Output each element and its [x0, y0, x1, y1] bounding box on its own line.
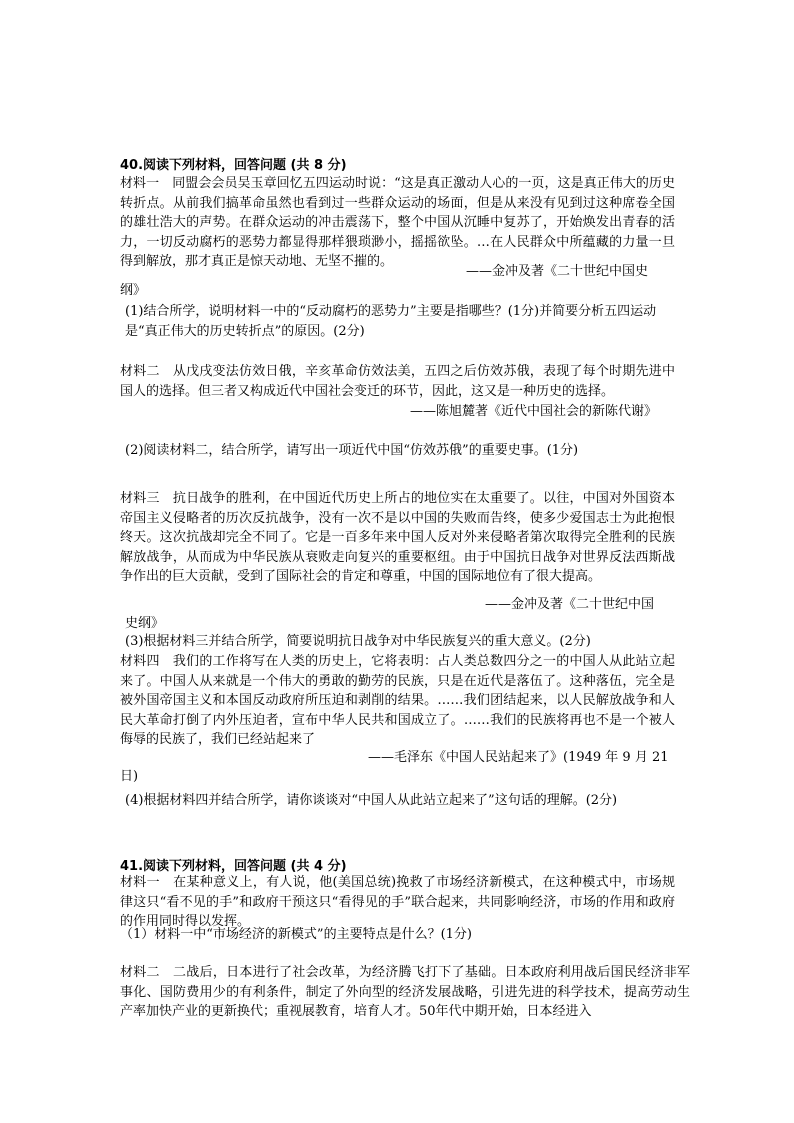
q40-material-2: 材料二 从戊戌变法仿效日俄，辛亥革命仿效法美，五四之后仿效苏俄，表现了每个时期先进中国人的选择。但三者又构成近代中国社会变迁的环节，因此，这又是一种历史的选择。: [120, 364, 675, 399]
q41-material-2: 材料二 二战后，日本进行了社会改革，为经济腾飞打下了基础。日本政府利用战后国民经济非军事化、国防费用少的有利条件，制定了外向型的经济发展战略，引进先进的科学技术，提高劳动生产率加快产业的更新换代；重视展教育，培育人才。50年代中期开始，日本经进入: [120, 965, 690, 1019]
q40-material-2-source: ——陈旭麓著《近代中国社会的新陈代谢》: [410, 404, 658, 419]
q40-material-1: 材料一 同盟会会员吴玉章回忆五四运动时说：“这是真正激动人心的一页，这是真正伟大的历史转折点。从前我们搞革命虽然也看到过一些群众运动的场面，但是从来没有见到过这种席卷全国的雄壮浩大的声势。在群众运动的冲击震荡下，整个中国从沉睡中复苏了，开始焕发出青春的活力，一切反动腐朽的恶势力都显得那样猥琐渺小，摇摇欲坠。…在人民群众中所蕴藏的力量一旦得到解放，那才真正是惊天动地、无坚不摧的。: [120, 176, 675, 269]
q40-material-4: 材料四 我们的工作将写在人类的历史上，它将表明：占人类总数四分之一的中国人从此站立起来了。中国人从来就是一个伟大的勇敢的勤劳的民族，只是在近代是落伍了。这种落伍，完全是被外国帝国主义和本国反动政府所压迫和剥削的结果。……我们团结起来，以人民解放战争和人民大革命打倒了内外压迫者，宣布中华人民共和国成立了。……我们的民族将再也不是一个被人侮辱的民族了，我们已经站起来了: [120, 654, 675, 747]
q40-sub-question-4: (4)根据材料四并结合所学，请你谈谈对“中国人从此站立起来了”这句话的理解。(2分): [125, 793, 618, 808]
q41-sub-question-1: （1）材料一中“市场经济的新模式”的主要特点是什么？(1分): [120, 927, 472, 942]
q40-sub-question-1: (1)结合所学，说明材料一中的“反动腐朽的恶势力”主要是指哪些？(1分)并简要分析五四运动是“真正伟大的历史转折点”的原因。(2分): [125, 304, 657, 339]
q41-material-1: 材料一 在某种意义上，有人说，他(美国总统)挽救了市场经济新模式，在这种模式中，市场规律这只“看不见的手”和政府干预这只“看得见的手”联合起来，共同影响经济，市场的作用和政府的作用同时得以发挥。: [120, 875, 675, 929]
q40-material-3-source-cont: 史纲》: [125, 616, 165, 631]
q40-sub-question-3: (3)根据材料三并结合所学，简要说明抗日战争对中华民族复兴的重大意义。(2分): [125, 634, 591, 649]
question-40-title: 40.阅读下列材料，回答问题 (共 8 分): [120, 158, 347, 173]
q40-material-4-source: ——毛泽东《中国人民站起来了》(1949 年 9 月 21: [368, 750, 669, 765]
question-41-title: 41.阅读下列材料，回答问题 (共 4 分): [120, 859, 347, 874]
q40-material-3-source: ——金冲及著《二十世纪中国: [485, 597, 655, 612]
q40-sub-question-2: (2)阅读材料二，结合所学，请写出一项近代中国“仿效苏俄”的重要史事。(1分): [125, 443, 579, 458]
q40-material-4-source-cont: 日): [120, 769, 139, 784]
q40-material-3: 材料三 抗日战争的胜利，在中国近代历史上所占的地位实在太重要了。以往，中国对外国资本帝国主义侵略者的历次反抗战争，没有一次不是以中国的失败而告终，使多少爱国志士为此抱恨终天。这次抗战却完全不同了。它是一百多年来中国人反对外来侵略者第次取得完全胜利的民族解放战争，从而成为中华民族从衰败走向复兴的重要枢纽。由于中国抗日战争对世界反法西斯战争作出的巨大贡献，受到了国际社会的肯定和尊重，中国的国际地位有了很大提高。: [120, 491, 675, 584]
q40-material-1-source: ——金冲及著《二十世纪中国史: [466, 264, 649, 279]
q40-material-1-source-cont: 纲》: [120, 283, 147, 298]
